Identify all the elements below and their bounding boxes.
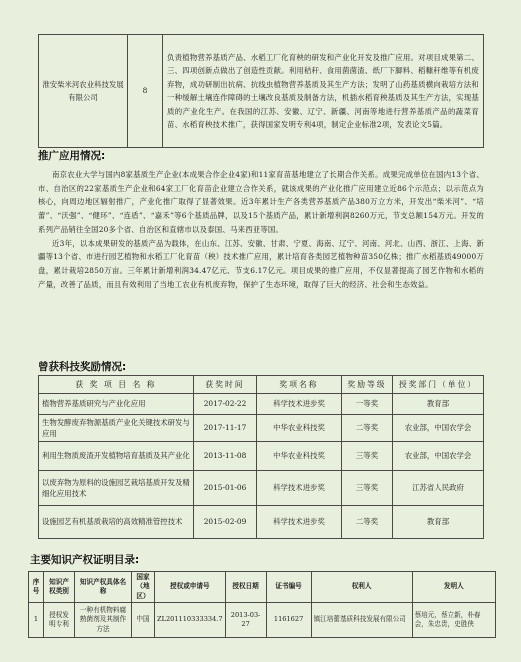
- award-project: 植物营养基质研究与产业化应用: [39, 394, 194, 415]
- award-dept: 教育部: [393, 506, 484, 539]
- table-row: [39, 394, 484, 415]
- award-dept: 教育部: [393, 394, 484, 415]
- award-dept: 农业部，中国农学会: [393, 415, 484, 442]
- award-project: 以废弃物为原料的设施园艺栽培基质开发及精细化应用技术: [39, 471, 194, 506]
- col-ip-name: 知识产权具体名称: [75, 572, 132, 603]
- org-name-cell: 淮安柴米河农业科技发展有限公司: [39, 35, 128, 148]
- seq-cell: 8: [128, 35, 163, 148]
- award-level: 三等奖: [342, 471, 393, 506]
- award-date: 2015-01-06: [194, 471, 257, 506]
- ip-name: 一种有机物料腐熟菌剂及其制作方法: [75, 603, 132, 638]
- promotion-heading: 推广应用情况:: [38, 150, 106, 162]
- table-row: [39, 471, 484, 506]
- awards-heading: 曾获科技奖励情况:: [38, 361, 127, 373]
- promotion-section: [38, 148, 484, 291]
- col-inventors: 发明人: [412, 572, 495, 603]
- ip-app-no: ZL201110333334.7: [155, 603, 226, 638]
- awards-header-row: [39, 376, 484, 394]
- table-row: [39, 35, 484, 148]
- award-level: 二等奖: [342, 506, 393, 539]
- col-project-name: 获 奖 项 目 名 称: [39, 376, 194, 394]
- award-date: 2017-11-17: [194, 415, 257, 442]
- col-award-name: 奖项名称: [257, 376, 342, 394]
- award-dept: 农业部，中国农学会: [393, 442, 484, 471]
- ip-country: 中国: [132, 603, 155, 638]
- ip-table: [28, 571, 496, 638]
- award-project: 利用生物质废渣开发植物培育基质及其产业化: [39, 442, 194, 471]
- award-name: 科学技术进步奖: [257, 506, 342, 539]
- award-dept: 江苏省人民政府: [393, 471, 484, 506]
- award-name: 中华农业科技奖: [257, 415, 342, 442]
- award-level: 一等奖: [342, 394, 393, 415]
- table-row: [29, 603, 496, 638]
- award-name: 科学技术进步奖: [257, 471, 342, 506]
- ip-header-row: [29, 572, 496, 603]
- contribution-description: 负责植物营养基质产品、水稻工厂化育秧的研发和产业化开发及推广应用。对项目成果第二、三、四项创新点做出了创造性贡献。利用秸秆、食用菌菌渣、纸厂下脚料、稻糠秆维等有机废弃物，成功研制出抗病、抗线虫植物营养基质及其生产方法；发明了山药基质横向栽培方法和一种缓解土壤连作障碍的土壤改良基质及制备方法，机插水稻育秧基质及其生产方法，实现基质的产业化生产。在我国的江苏、安徽、辽宁、新疆、河南等地进行营养基质产品的蔬菜育苗、水稻育秧技术推广，获得国家发明专利4项，制定企业标准2项，发表论文5篇。: [163, 35, 484, 148]
- award-date: 2015-02-09: [194, 506, 257, 539]
- award-project: 设施园艺有机基质栽培的高效精准管控技术: [39, 506, 194, 539]
- col-award-date: 获奖时间: [194, 376, 257, 394]
- ip-grant-date: 2013-03-27: [225, 603, 266, 638]
- ip-cert-no: 1161627: [266, 603, 311, 638]
- completion-unit-table: [38, 34, 484, 148]
- col-award-dept: 授奖部门（单位）: [393, 376, 484, 394]
- col-grant-date: 授权日期: [225, 572, 266, 603]
- award-date: 2017-02-22: [194, 394, 257, 415]
- award-project: 生物发酵废弃物源基质产业化关键技术研发与应用: [39, 415, 194, 442]
- promotion-paragraph-2: 近3年，以本成果研发的基质产品为载体，在山东、江苏、安徽、甘肃、宁夏、海南、辽宁、河南、河北、山西、浙江、上海、新疆等13个省、市进行园艺植物和水稻工厂化育苗（秧）技术推广应用，累计培育各类园艺植物种苗350亿株；推广水稻基质49000万盘，累计栽培2850万亩。三年累计新增利润34.47亿元、节支6.17亿元。项目成果的推广应用，不仅显著提高了园艺作物和水稻的产量，改善了品质，而且有效利用了当地工农业有机废弃物，保护了生态环境，取得了巨大的经济、社会和生态效益。: [38, 238, 484, 289]
- awards-table: [38, 375, 484, 539]
- ip-inventors: 蔡培元，蔡立新，朴春会，朱忠贵，史胜侠: [412, 603, 495, 638]
- ip-seq: 1: [29, 603, 44, 638]
- table-row: [39, 442, 484, 471]
- col-award-level: 奖励等级: [342, 376, 393, 394]
- award-date: 2013-11-08: [194, 442, 257, 471]
- promotion-paragraph-1: 南京农业大学与国内8家基质生产企业(本成果合作企业4家)和11家育苗基地建立了长期合作关系。成果完成单位在国内13个省、市、自治区的22家基质生产企业和64家工厂化育苗企业建立合作关系，就该成果的产业化推广应用建立近86个示范点；以示范点为核心，向周边地区辐射推广，产业化推广取得了显著效果。近3年累计生产各类营养基质产品380万立方米，开发出“柴米河”、“培蕾”、“沃强”、“健环”、“连盾”、“嘉禾”等6个基质品牌，以及15个基质产品，累计新增利润8260万元，节支总额154万元。开发的系列产品销往全国20多个省、自治区和直辖市以及泰国、马来西亚等国。: [38, 170, 484, 234]
- award-name: 中华农业科技奖: [257, 442, 342, 471]
- table-row: [39, 506, 484, 539]
- award-name: 科学技术进步奖: [257, 394, 342, 415]
- award-level: 三等奖: [342, 442, 393, 471]
- col-cert-no: 证书编号: [266, 572, 311, 603]
- table-row: [39, 415, 484, 442]
- award-level: 二等奖: [342, 415, 393, 442]
- col-seq: 序号: [29, 572, 44, 603]
- col-app-no: 授权或申请号: [155, 572, 226, 603]
- ip-heading: 主要知识产权证明目录:: [30, 554, 140, 566]
- col-country: 国家（地区）: [132, 572, 155, 603]
- ip-type: 授权发明专利: [44, 603, 75, 638]
- col-ip-type: 知识产权类别: [44, 572, 75, 603]
- ip-owner: 镇江培蕾基质科技发展有限公司: [311, 603, 412, 638]
- col-owner: 权利人: [311, 572, 412, 603]
